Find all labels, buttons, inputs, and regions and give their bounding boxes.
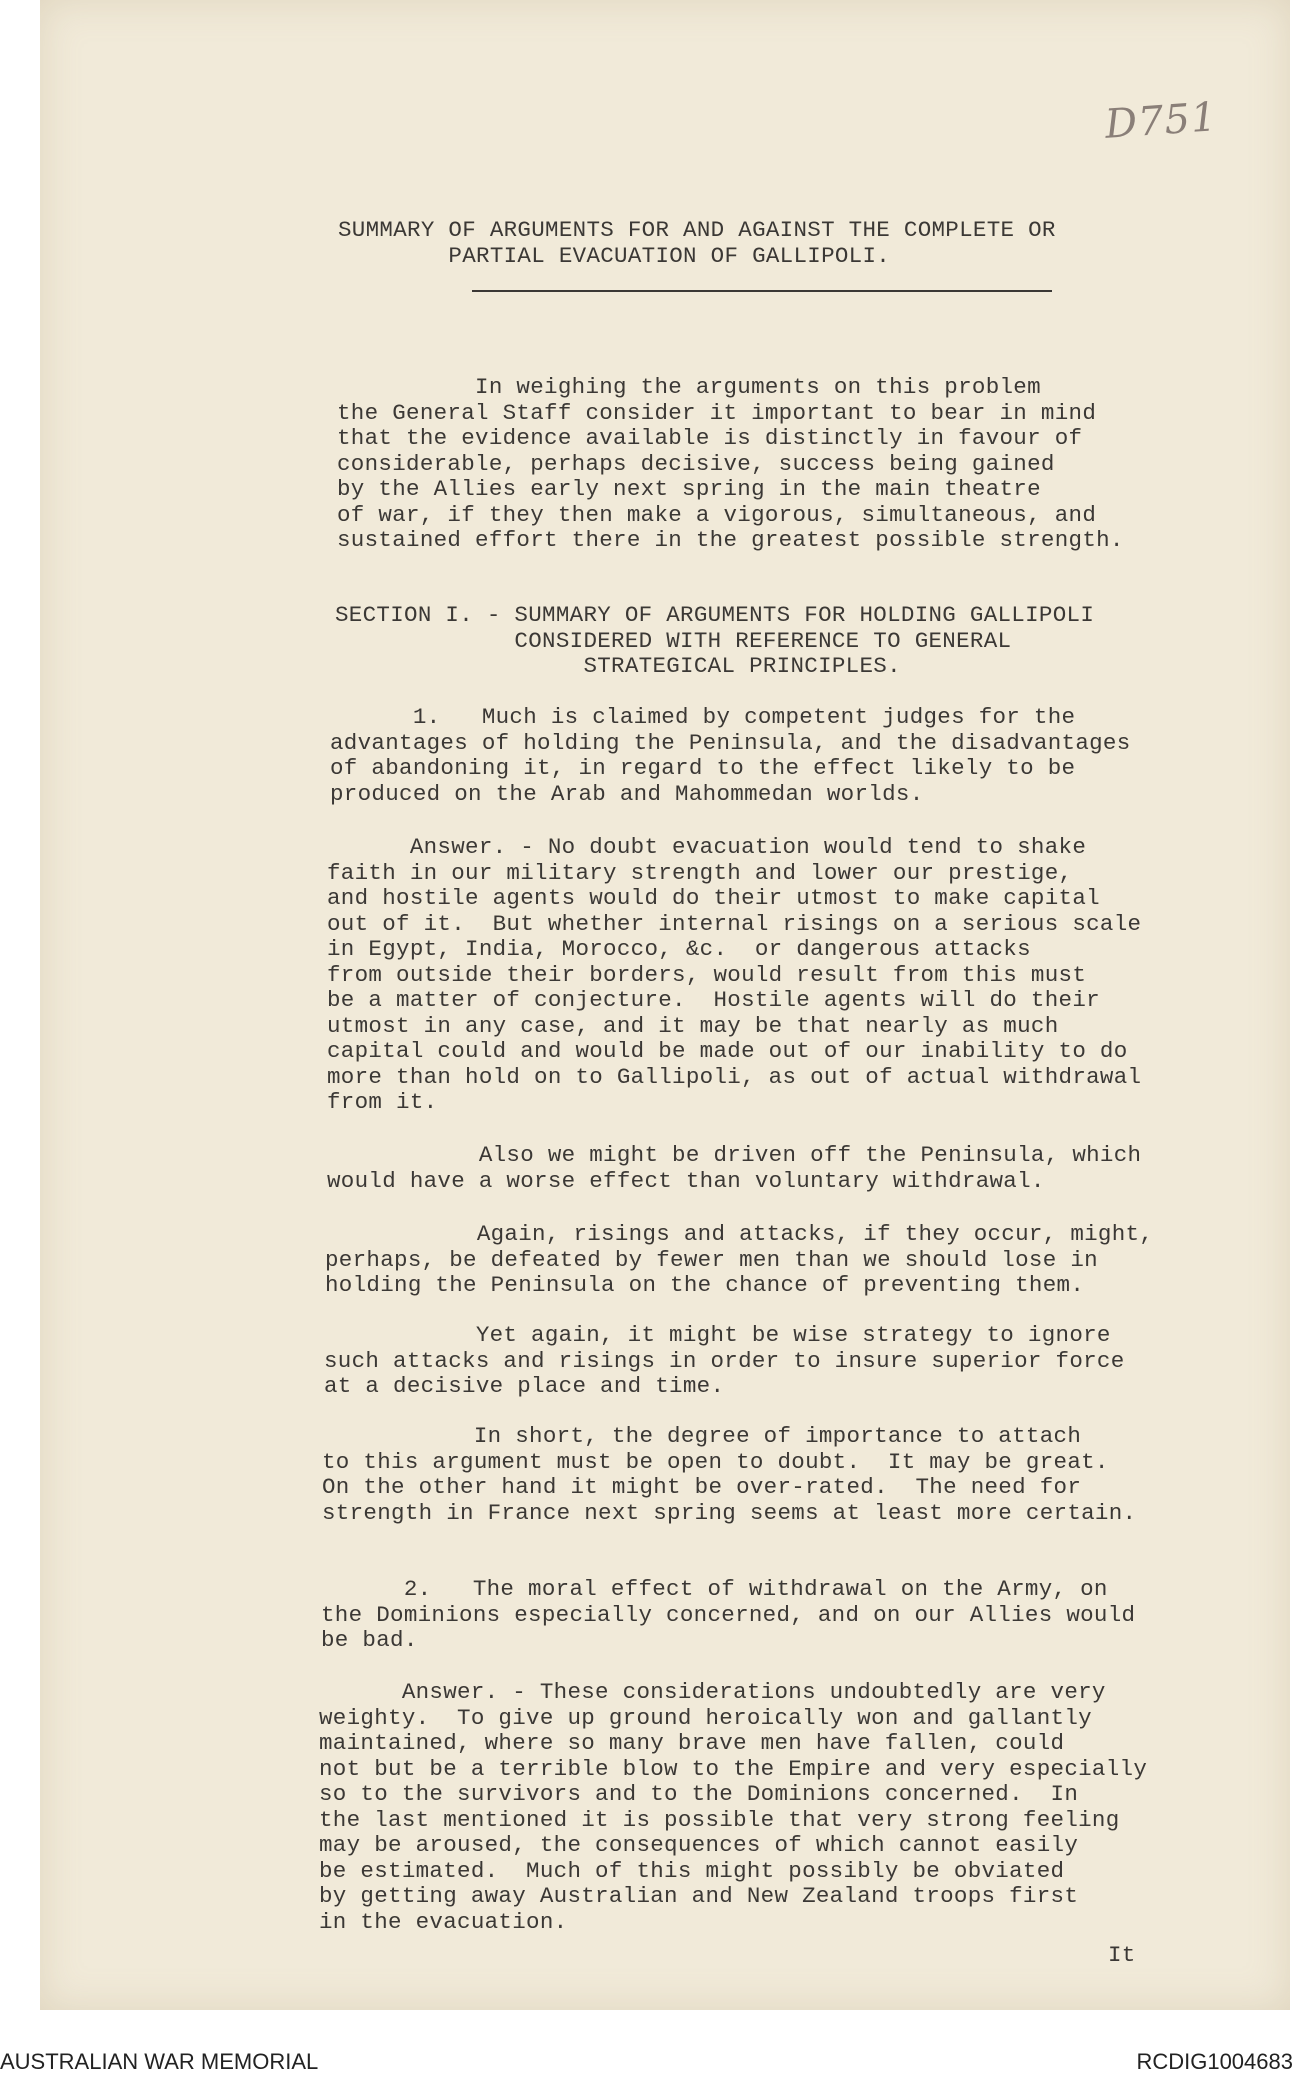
title-underline (472, 290, 1052, 292)
in-short-paragraph: In short, the degree of importance to attach to this argument must be open to doubt. It may be great. On the other hand it might be over-rated. The need for strength in France next spring seems at least more certain. (322, 1423, 1137, 1526)
footer-source: AUSTRALIAN WAR MEMORIAL (0, 2049, 319, 2074)
footer-record-id: RCDIG1004683 (1136, 2049, 1293, 2074)
also-paragraph: Also we might be driven off the Peninsula, which would have a worse effect than voluntary withdrawal. (327, 1142, 1142, 1194)
handwritten-annotation: D751 (1103, 94, 1219, 148)
answer-2-paragraph: Answer. - These considerations undoubtedly are very weighty. To give up ground heroically won and gallantly maintained, where so many brave men have fallen, could not but be a terrible blow to the Empire and very especially so to the survivors and to the Dominions concerned. In the last mentioned it is possible that very strong feeling may be aroused, the consequences of which cannot easily be estimated. Much of this might possibly be obviated by getting away Australian and New Zealand troops first in the evacuation. (319, 1679, 1148, 1935)
yet-again-paragraph: Yet again, it might be wise strategy to ignore such attacks and risings in order to insure superior force at a decisive place and time. (324, 1322, 1125, 1399)
intro-paragraph: In weighing the arguments on this problem the General Staff consider it important to bear in mind that the evidence available is distinctly in favour of considerable, perhaps decisive, success being gained by the Allies early next spring in the main theatre of war, if they then make a vigorous, simultaneous, and sustained effort there in the greatest possible strength. (337, 374, 1124, 553)
point-1-paragraph: 1. Much is claimed by competent judges for the advantages of holding the Peninsula, and the disadvantages of abandoning it, in regard to the effect likely to be produced on the Arab and Mahommedan worlds. (330, 704, 1131, 807)
point-2-paragraph: 2. The moral effect of withdrawal on the Army, on the Dominions especially concerned, and on our Allies would be bad. (321, 1576, 1136, 1653)
section-heading: SECTION I. - SUMMARY OF ARGUMENTS FOR HOLDING GALLIPOLI CONSIDERED WITH REFERENCE TO GENERAL STRATEGICAL PRINCIPLES. (335, 602, 1095, 679)
again-paragraph: Again, risings and attacks, if they occur, might, perhaps, be defeated by fewer men than we should lose in holding the Peninsula on the chance of preventing them. (325, 1221, 1154, 1298)
catchword: It (1108, 1942, 1136, 1968)
answer-1-paragraph: Answer. - No doubt evacuation would tend to shake faith in our military strength and lower our prestige, and hostile agents would do their utmost to make capital out of it. But whether internal risings on a serious scale in Egypt, India, Morocco, &c. or dangerous attacks from outside their borders, would result from this must be a matter of conjecture. Hostile agents will do their utmost in any case, and it may be that nearly as much capital could and would be made out of our inability to do more than hold on to Gallipoli, as out of actual withdrawal from it. (327, 834, 1142, 1115)
document-title: SUMMARY OF ARGUMENTS FOR AND AGAINST THE COMPLETE OR PARTIAL EVACUATION OF GALLIPOLI. (338, 217, 1056, 269)
